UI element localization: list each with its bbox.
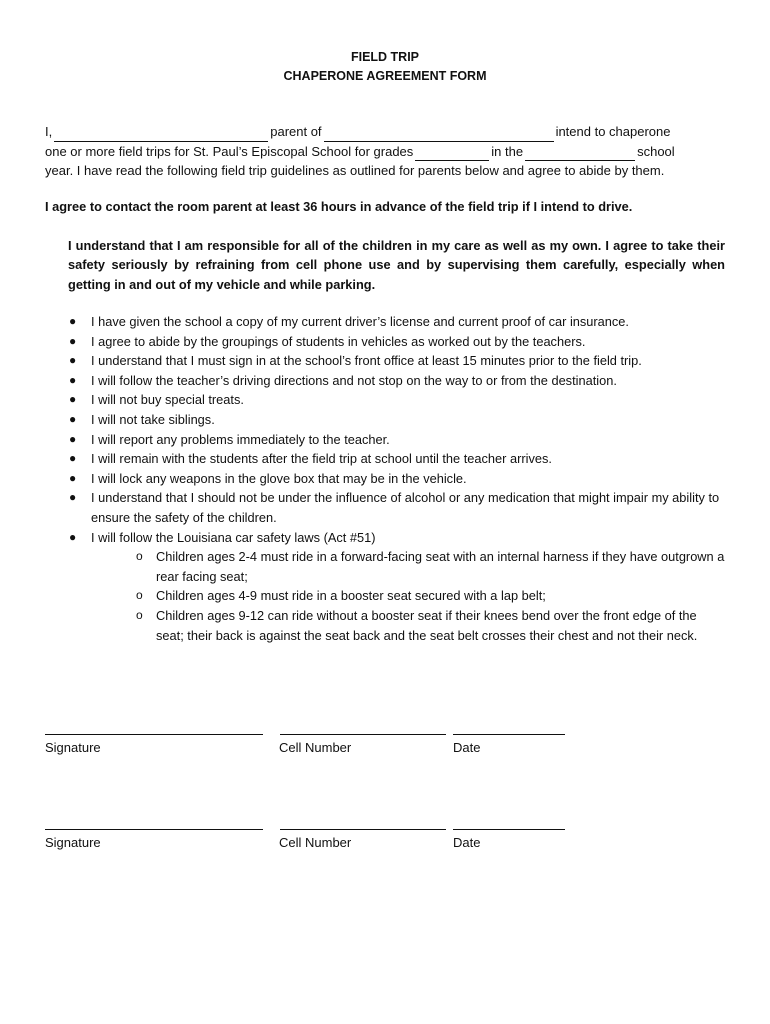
school-year-blank[interactable]	[525, 147, 635, 161]
signature-line-2[interactable]	[45, 829, 263, 830]
bullet-icon: ●	[69, 411, 77, 426]
child-name-blank[interactable]	[324, 128, 554, 142]
cell-number-label-2: Cell Number	[279, 835, 352, 850]
circle-bullet-icon: o	[136, 588, 143, 603]
bullet-icon: ●	[69, 372, 77, 387]
list-item: ● I will not take siblings.	[66, 410, 726, 430]
list-item: ● I will follow the Louisiana car safety laws (Act #51) o Children ages 2-4 must ride in a forward-facing seat with an internal harness if they have outgrown a rear facing seat; o Children ages 4-9 must ride in a booster seat secured with a lap belt; o Children ages 9-12 can ride without a booster seat if their knees bend over the front edge of the seat; their back is against the seat back and the seat belt crosses their chest and not their neck.	[66, 528, 726, 646]
bullet-icon: ●	[69, 490, 77, 505]
date-line-1[interactable]	[453, 734, 565, 735]
bullet-icon: ●	[69, 470, 77, 485]
list-item: ● I will follow the teacher’s driving directions and not stop on the way to or from the destination.	[66, 371, 726, 391]
date-line-2[interactable]	[453, 829, 565, 830]
intro-line-2	[45, 142, 715, 162]
intro-paragraph	[45, 122, 715, 181]
circle-bullet-icon: o	[136, 549, 143, 564]
form-subtitle: CHAPERONE AGREEMENT FORM	[283, 69, 487, 83]
responsibility-statement: I understand that I am responsible for all of the children in my care as well as my own. I agree to take their safety seriously by refraining from cell phone use and by supervising them carefully, especially when getting in and out of my vehicle and while parking.	[68, 238, 725, 292]
date-label-2: Date	[453, 835, 481, 850]
circle-bullet-icon: o	[136, 607, 143, 622]
signature-label-2: Signature	[45, 835, 101, 850]
intro-line2-start: one or more field trips for St. Paul’s Episcopal School for grades	[45, 143, 414, 159]
signature-label-1: Signature	[45, 740, 101, 755]
sub-list-item: o Children ages 9-12 can ride without a booster seat if their knees bend over the front edge of the seat; their back is against the seat back and the seat belt crosses their chest and not their neck.	[136, 607, 698, 643]
intro-intend: intend to chaperone	[555, 124, 671, 139]
sub-list-item: o Children ages 2-4 must ride in a forward-facing seat with an internal harness if they have outgrown a rear facing seat;	[136, 549, 725, 584]
intro-school: school	[637, 143, 675, 159]
bullet-icon: ●	[69, 314, 77, 328]
list-item: ● I understand that I must sign in at the school’s front office at least 15 minutes prior to the field trip.	[66, 351, 726, 371]
date-label-1: Date	[453, 740, 481, 755]
intro-parent-of: parent of	[270, 124, 322, 139]
list-item: ● I will report any problems immediately to the teacher.	[66, 430, 726, 450]
signature-line-1[interactable]	[45, 734, 263, 735]
bullet-icon: ●	[69, 529, 77, 544]
bullet-icon: ●	[69, 431, 77, 446]
form-title: FIELD TRIP	[350, 50, 420, 64]
list-item: ● I will lock any weapons in the glove box that may be in the vehicle.	[66, 469, 726, 489]
cell-number-line-2[interactable]	[280, 829, 446, 830]
bullet-icon: ●	[69, 392, 77, 407]
cell-number-line-1[interactable]	[280, 734, 446, 735]
parent-name-blank[interactable]	[54, 128, 268, 142]
list-item: ● I will not buy special treats.	[66, 390, 726, 410]
cell-number-label-1: Cell Number	[279, 740, 352, 755]
sub-list-item: o Children ages 4-9 must ride in a booster seat secured with a lap belt;	[136, 586, 726, 606]
list-item: ● I will remain with the students after the field trip at school until the teacher arrives.	[66, 449, 726, 469]
guidelines-list	[66, 312, 726, 645]
bullet-icon: ●	[69, 333, 77, 348]
list-item: ● I agree to abide by the groupings of students in vehicles as worked out by the teachers.	[66, 332, 726, 352]
list-item: ● I understand that I should not be under the influence of alcohol or any medication that might impair my ability to ensure the safety of the children.	[69, 490, 720, 525]
intro-line-3: year. I have read the following field trip guidelines as outlined for parents below and agree to abide by them.	[45, 163, 665, 178]
bullet-icon: ●	[69, 451, 77, 466]
list-item: ● I have given the school a copy of my current driver’s license and current proof of car insurance.	[66, 312, 726, 332]
grades-blank[interactable]	[415, 147, 489, 161]
intro-i: I,	[45, 124, 53, 139]
car-safety-sublist	[91, 547, 726, 645]
drive-statement: I agree to contact the room parent at least 36 hours in advance of the field trip if I intend to drive.	[45, 199, 633, 214]
bullet-icon: ●	[69, 353, 77, 368]
intro-line-1	[45, 122, 715, 142]
intro-in-the: in the	[491, 143, 524, 159]
